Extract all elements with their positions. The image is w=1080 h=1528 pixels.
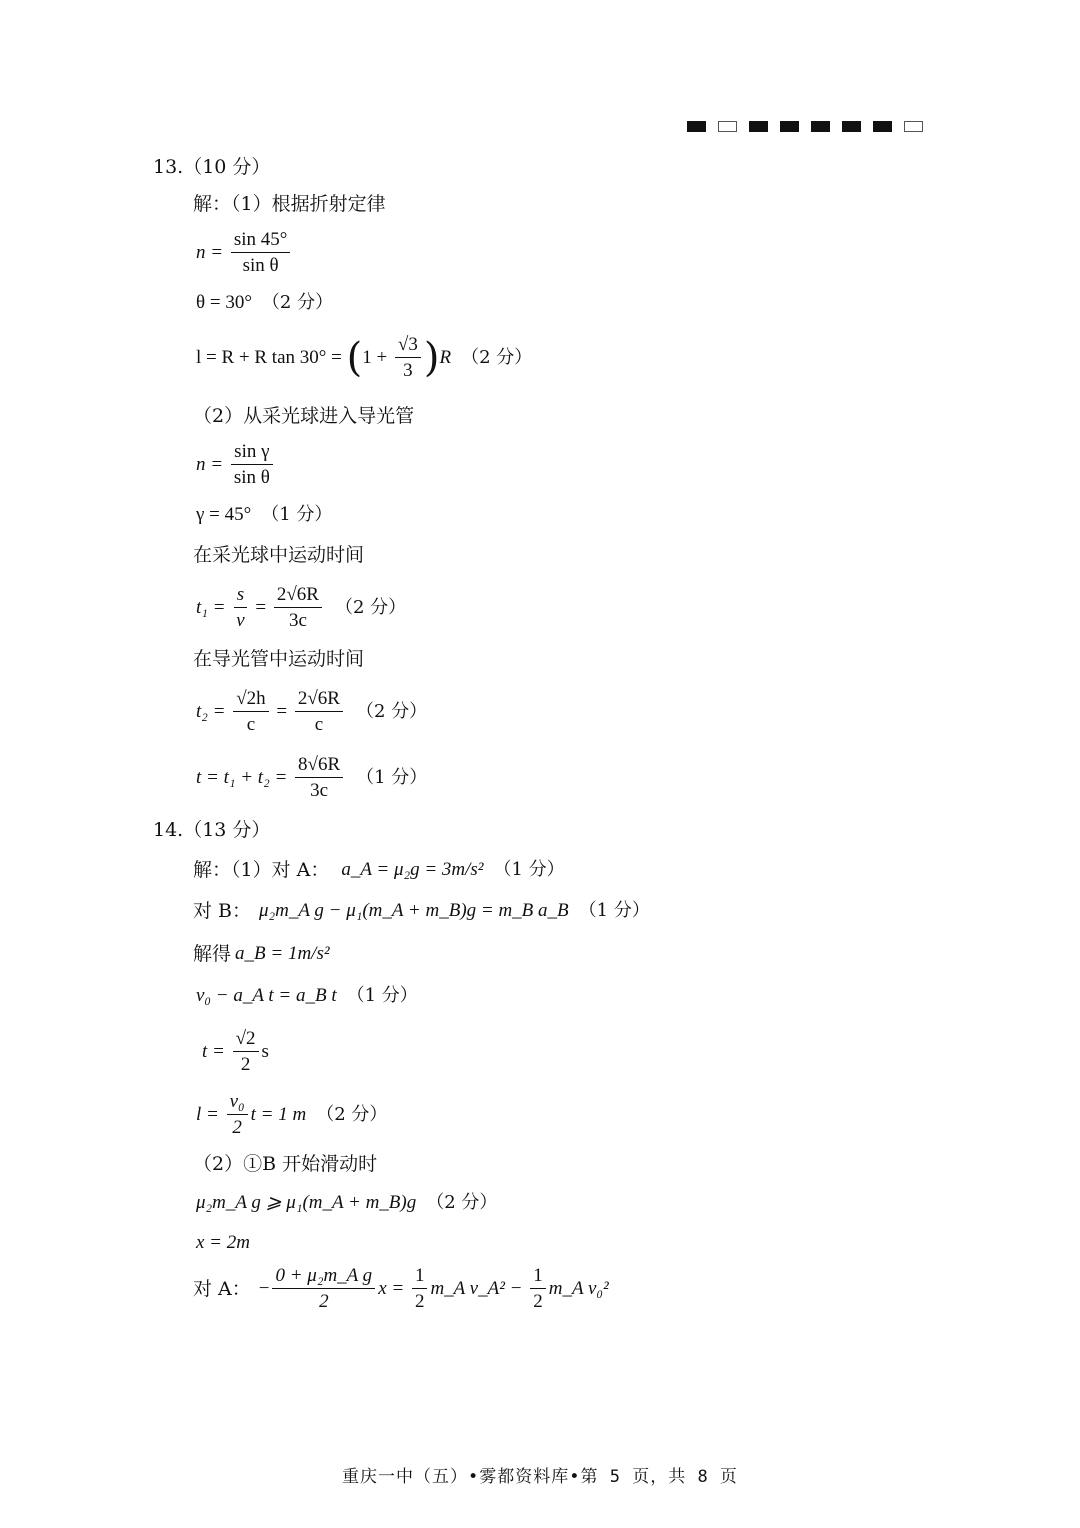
q14-eq-slide-condition: μ₂m_A g ⩾ μ₁(m_A + m_B)g （2 分） (196, 1192, 498, 1213)
fraction: $\frac{1}{2}$ (412, 1264, 428, 1313)
q13-eq-theta: θ = 30° （2 分） (196, 292, 334, 313)
q13-eq-t-total: t = t₁ + t₂ = $\frac{8√6R}{3c}$ （1 分） (196, 754, 428, 801)
q13-heading: 13.（10 分） (153, 156, 271, 178)
q14-eq-energy-A: 对 A： − $\frac{\text{0 + μ₂m\_A g}}{2}$ x = $\frac{1}{2}$ m_A v_A² − $\frac{1}{2}$ m_A v₀² (193, 1265, 609, 1312)
fraction: $\frac{√2h}{c}$ (233, 687, 268, 736)
marker-filled (749, 121, 768, 132)
q14-eq-x: x = 2m (196, 1232, 250, 1253)
fraction: $\frac{8√6R}{3c}$ (295, 753, 343, 802)
fraction: $\frac{\text{0 + μ₂m\_A g}}{2}$ (272, 1264, 375, 1313)
fraction: $\frac{√2}{2}$ (233, 1027, 259, 1076)
q13-eq-t1: t₁ = $\frac{s}{v}$ = $\frac{2√6R}{3c}$ （2 分） (196, 584, 407, 631)
q14-eq-B-force: 对 B： μ₂m_A g − μ₁(m_A + m_B)g = m_B a_B （1 分） (193, 900, 650, 922)
fraction: $\frac{2√6R}{c}$ (295, 687, 343, 736)
q13-eq-n-sin45: n = $\frac{\sin 45^\circ}{\text{sin θ}}$ (196, 228, 293, 277)
q14-heading: 14.（13 分） (153, 819, 271, 841)
page-footer: 重庆一中（五）•雾都资料库•第 5 页，共 8 页 (342, 1467, 738, 1487)
page-marker-strip (687, 121, 923, 132)
q13-eq-l: l = R + R tan 30° = ( 1 + $\frac{√3}{3}$ ) R （2 分） (196, 334, 533, 381)
q14-eq-t: t = $\frac{√2}{2}$ s (202, 1028, 269, 1075)
q14-eq-aA: 解：（1）对 A： a_A = μ₂g = 3m/s² （1 分） (193, 859, 565, 881)
q14-eq-l: l = $\frac{\text{v₀}}{2}$ t = 1 m （2 分） (196, 1091, 388, 1138)
q13-eq-gamma: γ = 45° （1 分） (196, 504, 333, 525)
q14-eq-aB: 解得 a_B = 1m/s² (193, 943, 330, 965)
marker-filled (780, 121, 799, 132)
fraction: $\frac{1}{2}$ (530, 1264, 546, 1313)
fraction: $\frac{\sin 45^\circ}{\text{sin θ}}$ (231, 228, 291, 277)
marker-empty (904, 121, 923, 132)
q13-caption-sphere-time: 在采光球中运动时间 (193, 544, 365, 566)
q13-eq-t2: t₂ = $\frac{√2h}{c}$ = $\frac{2√6R}{c}$ （2 分） (196, 688, 428, 735)
q13-caption-tube-time: 在导光管中运动时间 (193, 648, 365, 670)
marker-filled (873, 121, 892, 132)
fraction: $\frac{2√6R}{3c}$ (274, 583, 322, 632)
fraction: $\frac{s}{v}$ (233, 583, 247, 632)
q13-solution-intro: 解：（1）根据折射定律 (193, 193, 386, 215)
marker-filled (811, 121, 830, 132)
q14-eq-velocity: v₀ − a_A t = a_B t （1 分） (196, 985, 418, 1006)
fraction: $\frac{\text{v₀}}{2}$ (227, 1090, 248, 1139)
q13-part2-intro: （2）从采光球进入导光管 (193, 405, 415, 427)
q14-part2-intro: （2）①B 开始滑动时 (193, 1153, 378, 1175)
fraction: $\frac{\text{sin γ}}{\text{sin θ}}$ (231, 440, 273, 489)
marker-empty (718, 121, 737, 132)
marker-filled (687, 121, 706, 132)
marker-filled (842, 121, 861, 132)
q13-eq-n-sin-gamma: n = $\frac{\text{sin γ}}{\text{sin θ}}$ (196, 440, 276, 489)
fraction: $\frac{√3}{3}$ (395, 333, 421, 382)
